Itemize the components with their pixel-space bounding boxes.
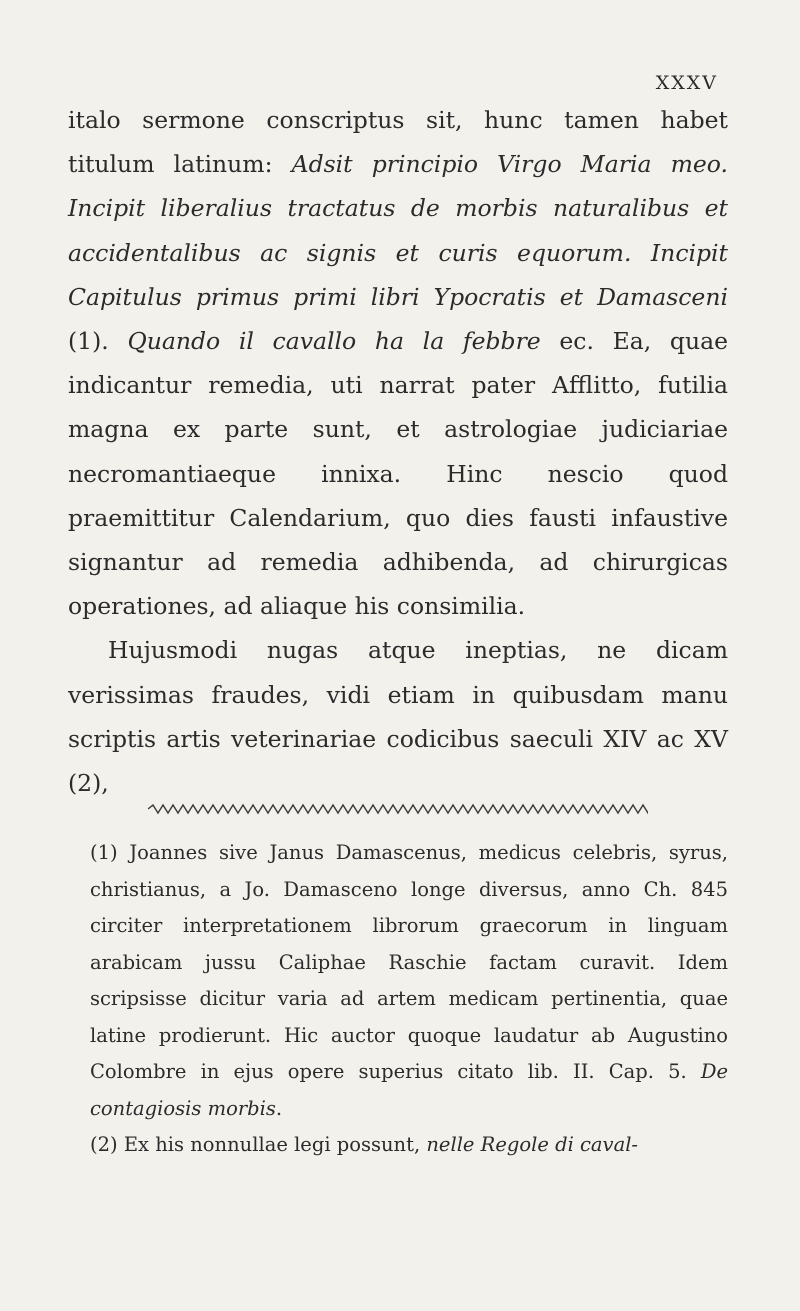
italic-quote: Quando il cavallo ha la febbre [127, 327, 541, 356]
paragraph-2: Hujusmodi nugas atque ineptias, ne dicam verissimas fraudes, vidi etiam in quibusdam manu scriptis artis veterinariae codicibus saeculi XIV ac XV (2), [68, 636, 728, 798]
text-run: ec. Ea, quae indicantur remedia, uti narrat pater Afflitto, futilia magna ex parte sunt, et astrologiae judiciariae necromantiaeque innixa. Hinc nescio quod praemittitur Calendarium, quo dies fausti infaustive signantur ad remedia adhibenda, ad chirurgicas operationes, ad aliaque his consimilia. [68, 327, 729, 621]
italic-title: Adsit principio Virgo Maria meo. Incipit liberalius tractatus de morbis naturalibus et accidentalibus ac signis et curis equorum. Incipit Capitulus primus primi libri Ypocratis et Damasceni [68, 150, 728, 311]
footnotes [90, 835, 728, 1164]
footnote-1 [90, 835, 728, 1127]
footnote-ref: (1). [68, 327, 128, 356]
footnote-2 [90, 1127, 728, 1164]
footnote-italic: nelle Regole di caval- [426, 1133, 639, 1156]
text-run: italo sermone conscriptus sit, hunc tamen habet titulum latinum: [68, 106, 728, 179]
paragraph-1 [68, 98, 728, 628]
ornamental-divider [148, 803, 648, 815]
footnote-end: . [275, 1096, 283, 1120]
main-text [68, 98, 728, 805]
page-number: XXXV [655, 72, 718, 94]
footnote-text: (2) Ex his nonnullae legi possunt, [90, 1133, 427, 1156]
footnote-text: (1) Joannes sive Janus Damascenus, medicus celebris, syrus, christianus, a Jo. Damasceno longe diversus, anno Ch. 845 circiter interpretationem librorum graecorum in linguam arabicam jussu Caliphae Raschie factam curavit. Idem scripsisse dicitur varia ad artem medicam pertinentia, quae latine prodierunt. Hic auctor quoque laudatur ab Augustino Colombre in ejus opere superius citato lib. II. Cap. 5. [90, 841, 728, 1083]
footnote-italic: De contagiosis morbis [90, 1060, 728, 1120]
